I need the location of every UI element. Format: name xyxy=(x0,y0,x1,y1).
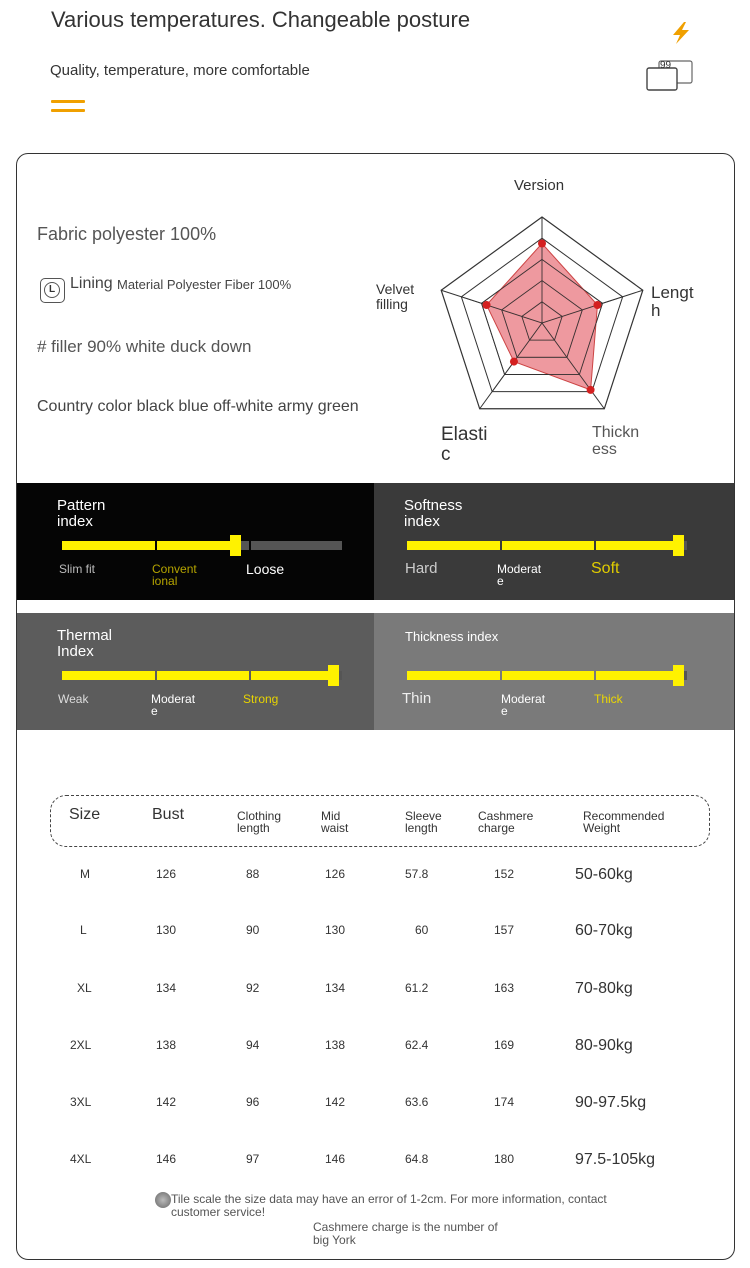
size-table-cell: 130 xyxy=(325,923,346,937)
index-track-divider xyxy=(594,671,596,680)
size-table-header-cell: Recommended Weight xyxy=(583,809,665,835)
size-error-note: Tile scale the size data may have an error of 1-2cm. For more information, contact customer service! xyxy=(171,1192,607,1219)
index-track-divider xyxy=(500,541,502,550)
index-track-fill xyxy=(62,671,334,680)
size-table-cell: 90 xyxy=(246,923,260,937)
radar-label-elastic: Elastic xyxy=(441,424,488,465)
size-label: 4XL xyxy=(70,1152,92,1166)
size-table-cell: 152 xyxy=(494,867,515,881)
size-table-header-cell: Clothing length xyxy=(237,809,282,835)
radar-label-length: Length xyxy=(651,283,694,320)
index-panel xyxy=(17,613,374,730)
index-level-label: Moderate xyxy=(497,562,542,588)
index-track-divider xyxy=(249,671,251,680)
index-level-label: Hard xyxy=(405,560,438,577)
size-table-cell: 180 xyxy=(494,1152,515,1166)
radar-label-thickness: Thickness xyxy=(592,424,640,458)
index-track xyxy=(62,671,342,680)
index-level-label: Thin xyxy=(402,690,432,707)
spec-color: Country color black blue off-white army green xyxy=(37,398,359,415)
size-table-cell: 126 xyxy=(156,867,177,881)
index-track-divider xyxy=(594,541,596,550)
size-table-cell: 146 xyxy=(325,1152,346,1166)
size-table-header-cell: Bust xyxy=(152,806,185,823)
size-label: L xyxy=(80,923,87,937)
page-title: Various temperatures. Changeable posture xyxy=(51,7,471,32)
size-table-cell: 90-97.5kg xyxy=(575,1094,647,1111)
index-track-divider xyxy=(500,671,502,680)
spec-fabric: Fabric polyester 100% xyxy=(37,224,217,244)
radar-label-velvet: Velvet filling xyxy=(376,281,415,312)
size-table-cell: 60-70kg xyxy=(575,922,633,939)
size-table-cell: 142 xyxy=(156,1095,177,1109)
cards-icon[interactable] xyxy=(645,60,695,92)
size-table-cell: 126 xyxy=(325,867,346,881)
radar-data-point xyxy=(593,301,601,309)
index-panel xyxy=(374,613,734,730)
size-table-cell: 94 xyxy=(246,1038,260,1052)
size-table-cell: 63.6 xyxy=(405,1095,429,1109)
size-table-cell: 138 xyxy=(156,1038,177,1052)
index-track-fill xyxy=(62,541,236,550)
index-track-divider xyxy=(155,671,157,680)
index-panel xyxy=(374,483,734,600)
size-table-cell: 174 xyxy=(494,1095,515,1109)
size-table-cell: 97.5-105kg xyxy=(575,1151,656,1168)
spec-lining-material: Material Polyester Fiber 100% xyxy=(117,277,292,292)
size-table-cell: 50-60kg xyxy=(575,866,633,883)
spec-filler: # filler 90% white duck down xyxy=(37,337,252,356)
radar-data-point xyxy=(510,358,518,366)
size-table-cell: 61.2 xyxy=(405,981,429,995)
size-label: M xyxy=(80,867,90,881)
index-track-fill xyxy=(407,671,679,680)
index-title: Thermal Index xyxy=(57,627,113,660)
index-level-label: Conventional xyxy=(152,562,197,588)
size-table-cell: 130 xyxy=(156,923,177,937)
index-track xyxy=(62,541,342,550)
size-table-cell: 138 xyxy=(325,1038,346,1052)
size-table-cell: 70-80kg xyxy=(575,980,633,997)
index-marker xyxy=(673,665,684,686)
size-table-cell: 92 xyxy=(246,981,260,995)
index-title: Pattern index xyxy=(57,497,106,530)
radar-data-point xyxy=(483,301,491,309)
size-table-cell: 57.8 xyxy=(405,867,429,881)
size-table-cell: 163 xyxy=(494,981,515,995)
size-table-header-cell: Sleeve length xyxy=(405,809,442,835)
index-track xyxy=(407,541,687,550)
index-panel xyxy=(17,483,374,600)
size-table-cell: 96 xyxy=(246,1095,260,1109)
size-table-cell: 157 xyxy=(494,923,515,937)
size-table-cell: 134 xyxy=(156,981,177,995)
index-level-label: Moderate xyxy=(501,692,546,718)
size-table-cell: 80-90kg xyxy=(575,1037,633,1054)
menu-icon[interactable] xyxy=(51,100,85,116)
size-table-cell: 62.4 xyxy=(405,1038,429,1052)
index-track xyxy=(407,671,687,680)
index-marker xyxy=(230,535,241,556)
index-title: Thickness index xyxy=(405,629,499,644)
size-table-header-cell: Mid waist xyxy=(321,809,349,835)
radar-label-version: Version xyxy=(514,177,565,194)
index-track-divider xyxy=(155,541,157,550)
index-marker xyxy=(673,535,684,556)
index-level-label: Thick xyxy=(594,692,623,706)
size-table-cell: 134 xyxy=(325,981,346,995)
info-icon xyxy=(155,1192,171,1208)
index-track-fill xyxy=(407,541,679,550)
page-subtitle: Quality, temperature, more comfortable xyxy=(50,62,310,79)
index-level-label: Moderate xyxy=(151,692,196,718)
cashmere-note: Cashmere charge is the number of big York xyxy=(313,1220,498,1247)
size-table-cell: 60 xyxy=(415,923,429,937)
size-table-cell: 146 xyxy=(156,1152,177,1166)
size-table-cell: 142 xyxy=(325,1095,346,1109)
radar-data-point xyxy=(538,240,546,248)
index-level-label: Slim fit xyxy=(59,562,95,576)
index-track-divider xyxy=(249,541,251,550)
index-marker xyxy=(328,665,339,686)
lightning-icon xyxy=(668,20,694,46)
size-table-cell: 64.8 xyxy=(405,1152,429,1166)
size-table-header-cell: Size xyxy=(69,806,101,823)
size-label: 2XL xyxy=(70,1038,92,1052)
radar-data-point xyxy=(587,386,595,394)
badge-count: 99 xyxy=(660,60,672,71)
index-level-label: Weak xyxy=(58,692,89,706)
size-table-cell: 169 xyxy=(494,1038,515,1052)
size-table-header-cell: Cashmere charge xyxy=(478,809,534,835)
size-table-cell: 97 xyxy=(246,1152,260,1166)
index-level-label: Soft xyxy=(591,560,620,577)
radar-chart xyxy=(376,170,720,470)
size-table-cell: 88 xyxy=(246,867,260,881)
size-label: XL xyxy=(77,981,92,995)
index-level-label: Strong xyxy=(243,692,279,706)
spec-lining-label: Lining xyxy=(70,275,113,292)
size-label: 3XL xyxy=(70,1095,92,1109)
lining-icon: L xyxy=(40,278,65,303)
index-title: Softness index xyxy=(404,497,463,530)
index-level-label: Loose xyxy=(246,561,285,577)
